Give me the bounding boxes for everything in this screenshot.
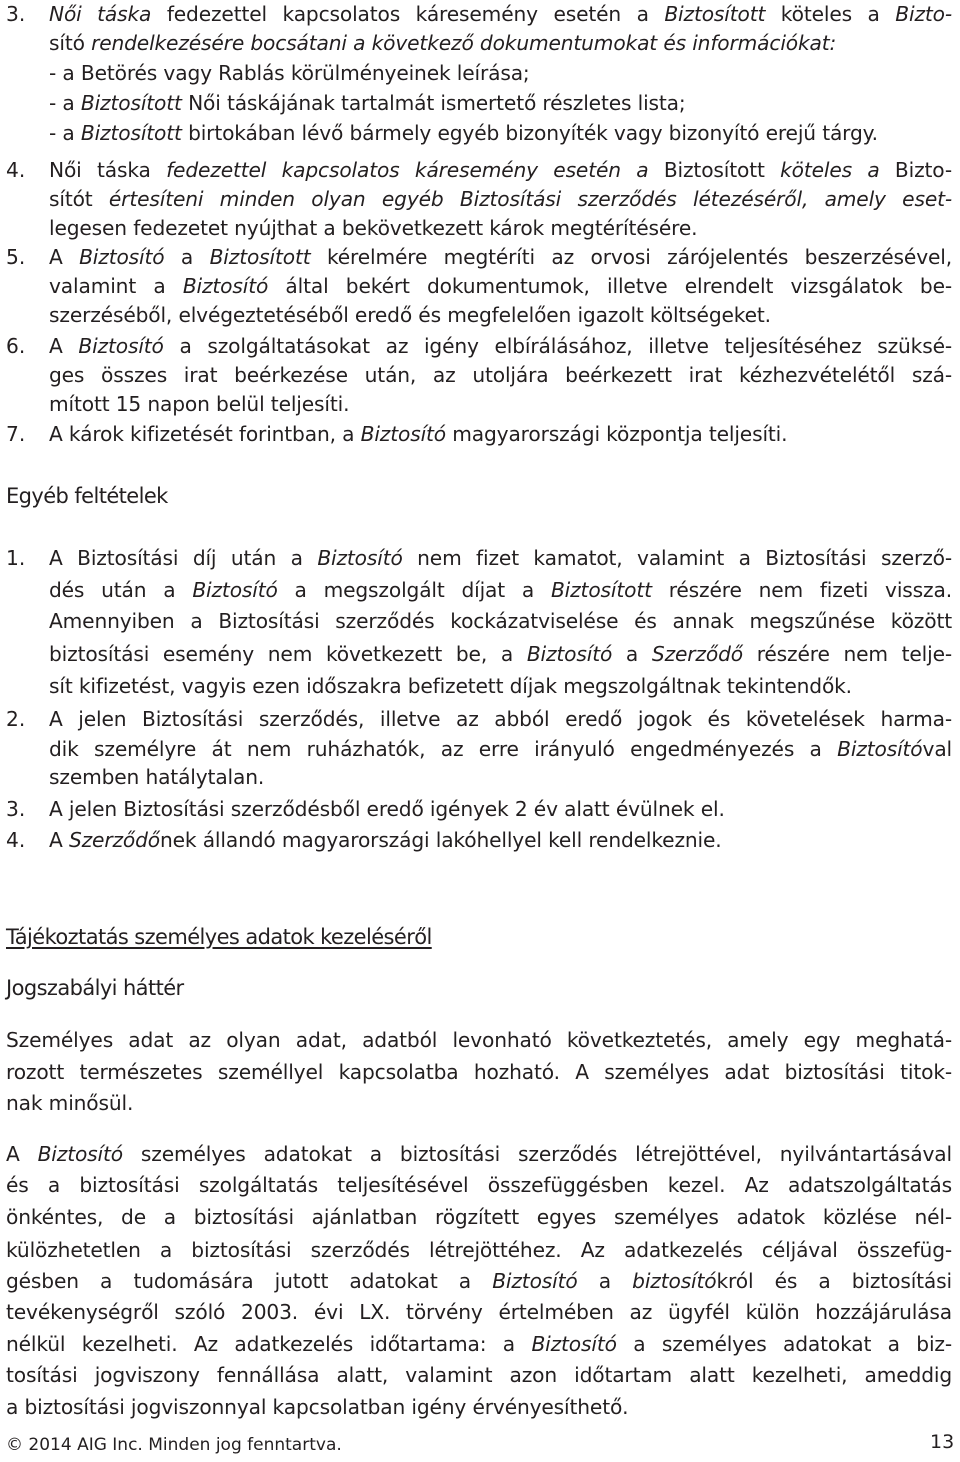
text-run: val bbox=[922, 737, 952, 761]
text-run: a bbox=[164, 245, 210, 269]
text-run: - a Betörés vagy Rablás körülményeinek leírása; bbox=[49, 61, 530, 85]
text-line bbox=[49, 185, 952, 214]
text-line bbox=[49, 243, 952, 272]
page-number: 13 bbox=[930, 1431, 955, 1453]
text-line bbox=[49, 390, 952, 419]
text-run: a bbox=[577, 1269, 633, 1293]
text-run: Bizto- bbox=[894, 158, 952, 182]
text-line bbox=[49, 332, 952, 361]
text-run: részére nem fizeti vissza. bbox=[651, 578, 952, 602]
italic-term: rendelkezésére bocsátani a következő dokumentumokat és információkat: bbox=[84, 31, 837, 55]
paragraph-line bbox=[6, 1089, 952, 1118]
text-run: ges összes irat beérkezése után, az utoljára beérkezett irat kézhezvételétől szá- bbox=[49, 363, 952, 387]
italic-term: Szerződő bbox=[68, 828, 160, 852]
text-line bbox=[49, 0, 952, 29]
list-number: 7. bbox=[6, 422, 26, 446]
text-run: a bbox=[612, 642, 652, 666]
privacy-subheading: Jogszabályi háttér bbox=[6, 976, 184, 1000]
list-number: 1. bbox=[6, 546, 26, 570]
text-run: Személyes adat az olyan adat, adatból levonható következtetés, amely egy meghatá- bbox=[6, 1028, 952, 1052]
italic-term: Biztosító bbox=[360, 422, 446, 446]
italic-term: Biztosító bbox=[492, 1269, 578, 1293]
italic-term: Női táska bbox=[49, 2, 152, 26]
text-run: sító bbox=[49, 31, 85, 55]
italic-term: Biztosított bbox=[209, 245, 311, 269]
italic-term: Biztosító bbox=[317, 546, 403, 570]
text-run: által bekért dokumentumok, illetve elrendelt vizsgálatok be- bbox=[268, 274, 952, 298]
italic-term: Biztosított bbox=[664, 2, 766, 26]
text-line bbox=[49, 301, 952, 330]
text-line bbox=[49, 705, 952, 734]
list-number: 3. bbox=[6, 2, 26, 26]
text-run: és a biztosítási szolgáltatás teljesítésével összefüggésben kezel. Az adatszolgáltatás bbox=[6, 1173, 952, 1197]
text-run: valamint a bbox=[49, 274, 183, 298]
text-run: részére nem telje- bbox=[742, 642, 952, 666]
text-run: sítót bbox=[49, 187, 93, 211]
paragraph-line bbox=[6, 1140, 952, 1169]
text-run: külözhetetlen a biztosítási szerződés létrejöttéhez. Az adatkezelés céljával összefüg- bbox=[6, 1238, 952, 1262]
text-run: Biztosított bbox=[663, 158, 765, 182]
text-line bbox=[49, 156, 952, 185]
text-run: kérelmére megtéríti az orvosi zárójelentés beszerzésével, bbox=[310, 245, 952, 269]
section-heading: Egyéb feltételek bbox=[6, 484, 168, 508]
text-line bbox=[49, 640, 952, 669]
text-run: szerzéséből, elvégeztetéséből eredő és megfelelően igazolt költségeket. bbox=[49, 303, 771, 327]
italic-term: Biztosító bbox=[192, 578, 278, 602]
italic-term: biztosító bbox=[632, 1269, 717, 1293]
text-run: król és a biztosítási bbox=[716, 1269, 952, 1293]
copyright-icon: © bbox=[6, 1435, 29, 1455]
text-run: A bbox=[49, 245, 80, 269]
text-line bbox=[49, 29, 952, 58]
text-run: rozott természetes személlyel kapcsolatba hozható. A személyes adat biztosítási titok- bbox=[6, 1060, 952, 1084]
text-run: dik személyre át nem ruházhatók, az erre irányuló engedményezés a bbox=[49, 737, 838, 761]
text-run: A jelen Biztosítási szerződés, illetve az abból eredő jogok és követelések harma- bbox=[49, 707, 952, 731]
text-run: szemben hatálytalan. bbox=[49, 765, 265, 789]
text-run: mított 15 napon belül teljesíti. bbox=[49, 392, 350, 416]
text-run: Női táskájának tartalmát ismertető részletes lista; bbox=[181, 91, 686, 115]
italic-term: Biztosító bbox=[78, 334, 164, 358]
text-run: a személyes adatokat a biz- bbox=[616, 1332, 952, 1356]
italic-term: Biztosított bbox=[80, 121, 182, 145]
text-run: a biztosítási jogviszonnyal kapcsolatban igény érvényesíthető. bbox=[6, 1395, 629, 1419]
italic-term: értesíteni minden olyan egyéb Biztosítási szerződés létezéséről, amely eset- bbox=[92, 187, 952, 211]
text-line bbox=[49, 795, 952, 824]
italic-term: Bizto- bbox=[895, 2, 952, 26]
list-number: 4. bbox=[6, 828, 26, 852]
text-run: nélkül kezelheti. Az adatkezelés időtartama: a bbox=[6, 1332, 532, 1356]
footer-copyright bbox=[6, 1434, 342, 1456]
text-run: birtokában lévő bármely egyéb bizonyíték vagy bizonyító erejű tárgy. bbox=[181, 121, 878, 145]
bullet-item bbox=[49, 119, 952, 148]
text-run: nek állandó magyarországi lakóhellyel kell rendelkeznie. bbox=[159, 828, 722, 852]
italic-term: köteles a bbox=[764, 158, 895, 182]
list-number: 6. bbox=[6, 334, 26, 358]
text-run: nem fizet kamatot, valamint a Biztosítási szerző- bbox=[402, 546, 952, 570]
list-number: 5. bbox=[6, 245, 26, 269]
list-number: 3. bbox=[6, 797, 26, 821]
text-run: legesen fedezetet nyújthat a bekövetkezett károk megtérítésére. bbox=[49, 216, 698, 240]
italic-term: Biztosító bbox=[526, 642, 613, 666]
paragraph-line bbox=[6, 1330, 952, 1359]
text-run: tosítási jogviszony fennállása alatt, valamint azon időtartam alatt kezelheti, ameddig bbox=[6, 1363, 952, 1387]
text-run: köteles a bbox=[765, 2, 896, 26]
italic-term: fedezettel kapcsolatos káresemény esetén a bbox=[150, 158, 664, 182]
bullet-item bbox=[49, 59, 952, 88]
paragraph-line bbox=[6, 1058, 952, 1087]
text-run: a szolgáltatásokat az igény elbírálásához, illetve teljesítéséhez szüksé- bbox=[163, 334, 952, 358]
text-line bbox=[49, 607, 952, 636]
text-run: A bbox=[6, 1142, 38, 1166]
paragraph-line bbox=[6, 1171, 952, 1200]
text-run: magyarországi központja teljesíti. bbox=[446, 422, 788, 446]
italic-term: Biztosított bbox=[550, 578, 652, 602]
text-line bbox=[49, 420, 952, 449]
text-run: A Biztosítási díj után a bbox=[49, 546, 318, 570]
text-run: a megszolgált díjat a bbox=[277, 578, 551, 602]
text-run: gésben a tudomására jutott adatokat a bbox=[6, 1269, 493, 1293]
list-number: 4. bbox=[6, 158, 26, 182]
paragraph-line bbox=[6, 1393, 952, 1422]
italic-term: Biztosító bbox=[37, 1142, 123, 1166]
text-run: - a bbox=[49, 91, 81, 115]
text-run: A jelen Biztosítási szerződésből eredő igények 2 év alatt évülnek el. bbox=[49, 797, 725, 821]
text-run: - a bbox=[49, 121, 81, 145]
text-run: személyes adatokat a biztosítási szerződés létrejöttével, nyilvántartásával bbox=[122, 1142, 952, 1166]
text-line bbox=[49, 826, 952, 855]
text-line bbox=[49, 272, 952, 301]
italic-term: Biztosító bbox=[837, 737, 923, 761]
text-run: biztosítási esemény nem következett be, a bbox=[49, 642, 527, 666]
paragraph-line bbox=[6, 1361, 952, 1390]
text-run: dés után a bbox=[49, 578, 193, 602]
text-run: A bbox=[49, 334, 79, 358]
text-run: sít kifizetést, vagyis ezen időszakra befizetett díjak megszolgáltnak tekintendők. bbox=[49, 674, 852, 698]
text-run: önkéntes, de a biztosítási ajánlatban rögzített egyes személyes adatok közlése nél- bbox=[6, 1205, 952, 1229]
text-line bbox=[49, 576, 952, 605]
paragraph-line bbox=[6, 1267, 952, 1296]
text-run: Amennyiben a Biztosítási szerződés kockázatviselése és annak megszűnése között bbox=[49, 609, 952, 633]
privacy-title: Tájékoztatás személyes adatok kezeléséről bbox=[6, 925, 432, 949]
text-line bbox=[49, 672, 952, 701]
paragraph-line bbox=[6, 1203, 952, 1232]
text-run: nak minősül. bbox=[6, 1091, 134, 1115]
paragraph-line bbox=[6, 1026, 952, 1055]
text-line bbox=[49, 214, 952, 243]
italic-term: Biztosított bbox=[80, 91, 182, 115]
text-line bbox=[49, 735, 952, 764]
italic-term: Biztosító bbox=[531, 1332, 617, 1356]
text-run: tevékenységről szóló 2003. évi LX. törvény értelmében az ügyfél külön hozzájárulása bbox=[6, 1300, 952, 1324]
text-run: A bbox=[49, 828, 69, 852]
text-line bbox=[49, 361, 952, 390]
italic-term: Biztosító bbox=[182, 274, 269, 298]
copyright-text: 2014 AIG Inc. Minden jog fenntartva. bbox=[28, 1435, 342, 1455]
italic-term: Szerződő bbox=[651, 642, 743, 666]
bullet-item bbox=[49, 89, 952, 118]
text-run: A károk kifizetését forintban, a bbox=[49, 422, 361, 446]
paragraph-line bbox=[6, 1236, 952, 1265]
text-run: fedezettel kapcsolatos káresemény esetén a bbox=[151, 2, 665, 26]
paragraph-line bbox=[6, 1298, 952, 1327]
italic-term: Biztosító bbox=[79, 245, 165, 269]
text-run: Női táska bbox=[49, 158, 151, 182]
list-number: 2. bbox=[6, 707, 26, 731]
text-line bbox=[49, 763, 952, 792]
text-line bbox=[49, 544, 952, 573]
